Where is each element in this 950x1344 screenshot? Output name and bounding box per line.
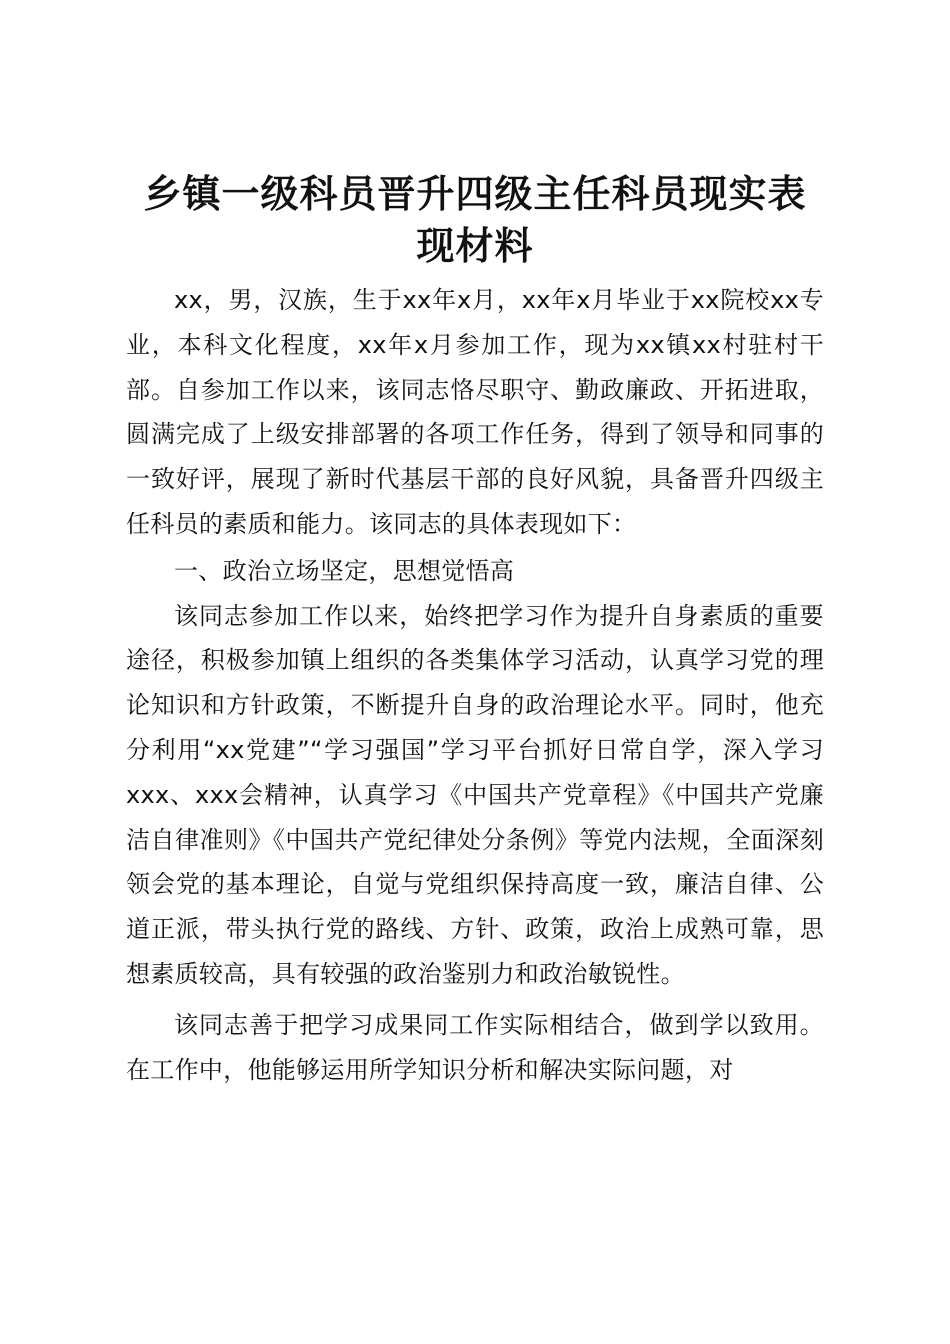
- intro-paragraph: xx，男，汉族，生于xx年x月，xx年x月毕业于xx院校xx专业，本科文化程度，xx年x月参加工作，现为xx镇xx村驻村干部。自参加工作以来，该同志恪尽职守、勤政廉政、开拓进取，圆满完成了上级安排部署的各项工作任务，得到了领导和同事的一致好评，展现了新时代基层干部的良好风貌，具备晋升四级主任科员的素质和能力。该同志的具体表现如下：: [126, 286, 824, 538]
- section-heading: 一、政治立场坚定，思想觉悟高: [174, 556, 515, 585]
- body-paragraph: 该同志参加工作以来，始终把学习作为提升自身素质的重要途径，积极参加镇上组织的各类集体学习活动，认真学习党的理论知识和方针政策，不断提升自身的政治理论水平。同时，他充分利用“xx党建”“学习强国”学习平台抓好日常自学，深入学习xxx、xxx会精神，认真学习《中国共产党章程》《中国共产党廉洁自律准则》《中国共产党纪律处分条例》等党内法规，全面深刻领会党的基本理论，自觉与党组织保持高度一致，廉洁自律、公道正派，带头执行党的路线、方针、政策，政治上成熟可靠，思想素质较高，具有较强的政治鉴别力和政治敏锐性。: [126, 601, 824, 988]
- document-page: [126, 168, 824, 1092]
- document-title: 乡镇一级科员晋升四级主任科员现实表现材料: [143, 172, 807, 268]
- body-paragraph: 该同志善于把学习成果同工作实际相结合，做到学以致用。在工作中，他能够运用所学知识分析和解决实际问题，对: [126, 1010, 824, 1084]
